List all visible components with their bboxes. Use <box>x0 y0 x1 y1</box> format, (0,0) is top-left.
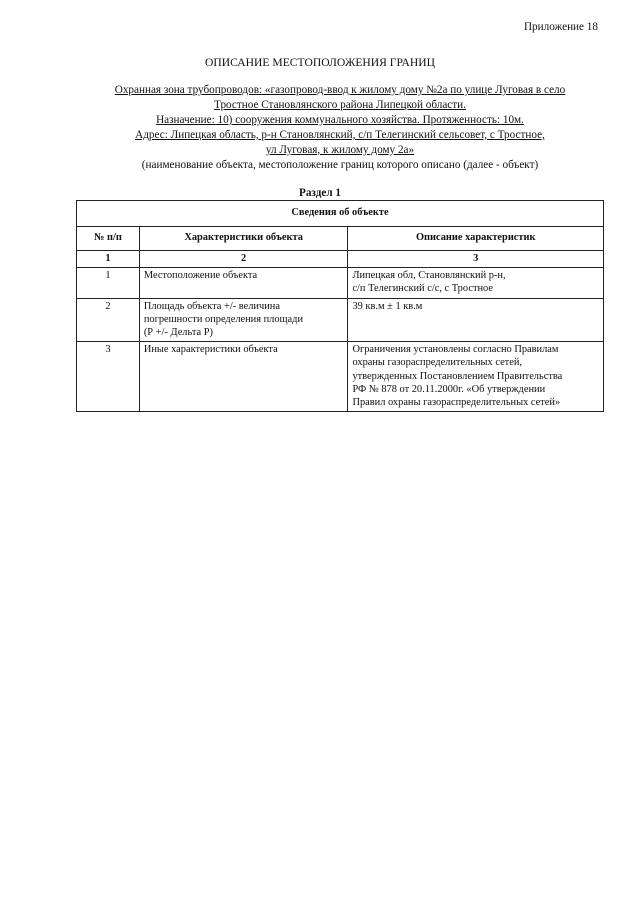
row-characteristic <box>139 342 348 412</box>
column-number: 1 <box>77 251 140 268</box>
description-line: Охранная зона трубопроводов: «газопровод-ввод к жилому дому №2а по улице Луговая в село <box>114 84 566 96</box>
column-header-characteristic: Характеристики объекта <box>139 227 348 251</box>
row-description <box>348 342 604 412</box>
cell-line: Местоположение объекта <box>143 270 258 282</box>
description-line: Тростное Становлянского района Липецкой области. <box>214 98 466 111</box>
column-header-description: Описание характеристик <box>348 227 604 251</box>
column-number: 2 <box>139 251 348 268</box>
cell-line: Ограничения установлены согласно Правилам <box>352 344 559 356</box>
description-caption: (наименование объекта, местоположение границ которого описано (далее - объект) <box>141 158 539 171</box>
document-title: ОПИСАНИЕ МЕСТОПОЛОЖЕНИЯ ГРАНИЦ <box>205 56 435 69</box>
row-characteristic <box>139 268 348 298</box>
table-body <box>77 268 604 412</box>
table-row <box>77 268 604 298</box>
object-description <box>70 83 610 172</box>
cell-line: (Р +/- Дельта Р) <box>143 327 213 339</box>
description-line: ул Луговая, к жилому дому 2а» <box>265 143 415 156</box>
column-header-number: № п/п <box>77 227 140 251</box>
cell-line: Правил охраны газораспределительных сетей» <box>352 397 561 409</box>
cell-line: Липецкая обл, Становлянский р-н, <box>352 270 506 282</box>
section-title: Раздел 1 <box>298 187 341 199</box>
cell-line: погрешности определения площади <box>143 313 304 325</box>
object-info-table <box>76 200 604 412</box>
description-line: Адрес: Липецкая область, р-н Становлянский, с/п Телегинский сельсовет, с Тростное, <box>135 128 545 141</box>
row-number: 2 <box>77 298 140 342</box>
row-description <box>348 268 604 298</box>
table-row <box>77 342 604 412</box>
cell-line: РФ № 878 от 20.11.2000г. «Об утверждении <box>352 383 546 395</box>
table-row <box>77 298 604 342</box>
description-line: Назначение: 10) сооружения коммунального хозяйства. Протяженность: 10м. <box>156 113 524 126</box>
column-number: 3 <box>348 251 604 268</box>
row-number: 3 <box>77 342 140 412</box>
row-characteristic <box>139 298 348 342</box>
row-description <box>348 298 604 342</box>
cell-line: Площадь объекта +/- величина <box>143 300 280 312</box>
appendix-label: Приложение 18 <box>523 21 598 33</box>
row-number: 1 <box>77 268 140 298</box>
table-title: Сведения об объекте <box>77 201 604 227</box>
cell-line: охраны газораспределительных сетей, <box>352 357 522 369</box>
cell-line: с/п Телегинский с/с, с Тростное <box>352 283 493 295</box>
cell-line: утвержденных Постановлением Правительства <box>352 370 563 382</box>
cell-line: 39 кв.м ± 1 кв.м <box>352 300 423 312</box>
cell-line: Иные характеристики объекта <box>143 344 278 356</box>
